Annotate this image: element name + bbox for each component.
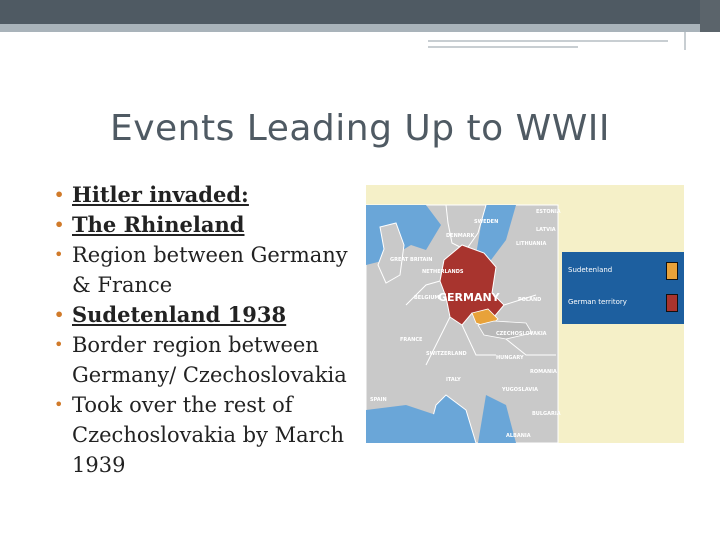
map-label-switzerland: SWITZERLAND (426, 351, 467, 357)
top-bar-corner (700, 0, 720, 32)
bullet-text: Sudetenland 1938 (72, 302, 287, 327)
map-label-estonia: ESTONIA (536, 209, 561, 215)
bullet-text: Took over the rest of Czechoslovakia by March 1939 (72, 393, 344, 477)
bullet-item (52, 330, 352, 390)
map-label-latvia: LATVIA (536, 227, 556, 233)
map-label-spain: SPAIN (370, 397, 387, 403)
legend-item-sudetenland (568, 258, 684, 282)
map-label-belgium: BELGIUM (414, 295, 440, 301)
legend-swatch (666, 262, 678, 280)
map-label-netherlands: NETHERLANDS (422, 269, 464, 275)
map-label-france: FRANCE (400, 337, 423, 343)
bullet-dot-icon: • (54, 335, 64, 354)
bullet-dot-icon: • (54, 305, 65, 324)
map-label-hungary: HUNGARY (496, 355, 524, 361)
legend-item-german-territory (568, 290, 684, 314)
bullet-text: Hitler invaded: (72, 182, 249, 207)
map-label-czechoslovakia: CZECHOSLOVAKIA (496, 331, 547, 337)
decor-line (428, 46, 578, 48)
bullet-dot-icon: • (54, 185, 65, 204)
top-bar-stripe (0, 24, 700, 32)
bullet-text: Border region between Germany/ Czechoslovakia (72, 333, 347, 387)
map-label-germany: GERMANY (438, 291, 500, 304)
map-label-poland: POLAND (518, 297, 542, 303)
map-label-bulgaria: BULGARIA (532, 411, 561, 417)
bullet-dot-icon: • (54, 395, 64, 414)
top-bar (0, 0, 720, 24)
map-label-italy: ITALY (446, 377, 461, 383)
map-label-sweden: SWEDEN (474, 219, 499, 225)
decor-line (428, 40, 668, 42)
bullet-item (52, 180, 352, 210)
bullet-text: The Rhineland (72, 212, 245, 237)
map-label-denmark: DENMARK (446, 233, 475, 239)
map-label-albania: ALBANIA (506, 433, 531, 439)
bullet-item (52, 240, 352, 300)
bullet-item (52, 390, 352, 480)
map-label-yugoslavia: YUGOSLAVIA (502, 387, 538, 393)
europe-map (366, 205, 561, 443)
map-label-great-britain: GREAT BRITAIN (390, 257, 433, 263)
decor-line (684, 32, 686, 50)
map-label-lithuania: LITHUANIA (516, 241, 547, 247)
bullet-text: Region between Germany & France (72, 243, 348, 297)
map-legend (562, 252, 684, 324)
bullet-dot-icon: • (54, 245, 64, 264)
bullet-item (52, 300, 352, 330)
legend-label: German territory (568, 298, 627, 306)
bullet-list (52, 180, 352, 480)
slide-title: Events Leading Up to WWII (109, 108, 611, 149)
legend-swatch (666, 294, 678, 312)
map-label-romania: ROMANIA (530, 369, 557, 375)
bullet-item (52, 210, 352, 240)
legend-label: Sudetenland (568, 266, 613, 274)
bullet-dot-icon: • (54, 215, 65, 234)
